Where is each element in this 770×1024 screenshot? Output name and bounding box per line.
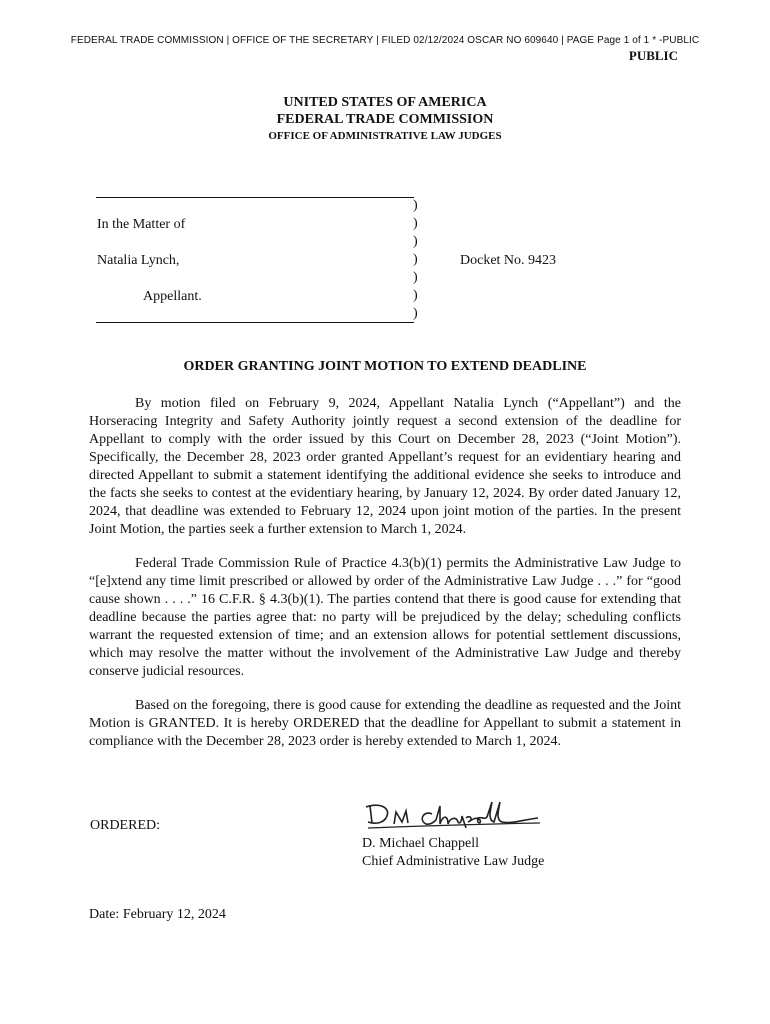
caption-paren: ) [413, 288, 418, 303]
filing-banner: FEDERAL TRADE COMMISSION | OFFICE OF THE SECRETARY | FILED 02/12/2024 OSCAR NO 609640 | PAGE Page 1 of 1 * -PUBLIC [70, 35, 700, 46]
body-paragraph-3: Based on the foregoing, there is good cause for extending the deadline as requested and the Joint Motion is GRANTED. It is hereby ORDERED that the deadline for Appellant to submit a statement in compliance with the December 28, 2023 order is hereby extended to March 1, 2024. [89, 698, 681, 749]
docket-number: Docket No. 9423 [460, 253, 557, 268]
header-agency: FEDERAL TRADE COMMISSION [276, 112, 494, 127]
public-mark: PUBLIC [628, 48, 678, 63]
header-country: UNITED STATES OF AMERICA [283, 95, 487, 110]
signer-name: D. Michael Chappell [362, 836, 480, 851]
caption-paren: ) [413, 252, 418, 267]
caption-bottom-rule [96, 322, 414, 323]
order-date: Date: February 12, 2024 [89, 907, 226, 922]
caption-paren: ) [413, 306, 418, 321]
body-paragraph-1: By motion filed on February 9, 2024, Appellant Natalia Lynch (“Appellant”) and the Horseracing Integrity and Safety Authority jointly request a second extension of the deadline for Appellant to comply with the order issued by this Court on December 28, 2023 (“Joint Motion”). Specifically, the December 28, 2023 order granted Appellant’s request for an evidentiary hearing and directed Appellant to submit a statement identifying the additional evidence she seeks to introduce and the facts she seeks to contest at the evidentiary hearing, by January 12, 2024. By order dated January 12, 2024, that deadline was extended to February 12, 2024 upon joint motion of the parties. In the present Joint Motion, the parties seek a further extension to March 1, 2024. [89, 396, 681, 537]
caption-in-the-matter: In the Matter of [97, 217, 186, 232]
body-paragraph-2: Federal Trade Commission Rule of Practice 4.3(b)(1) permits the Administrative Law Judge to “[e]xtend any time limit prescribed or allowed by order of the Administrative Law Judge . . .” for “good cause shown . . . .” 16 C.F.R. § 4.3(b)(1). The parties contend that there is good cause for extending that deadline because the parties agree that: no party will be prejudiced by the delay; scheduling conflicts warrant the requested extension of time; and an extension allows for potential settlement discussions, which may resolve the matter without the involvement of the Administrative Law Judge and thereby conserve judicial resources. [89, 556, 681, 679]
caption-top-rule [96, 197, 414, 198]
caption-party-name: Natalia Lynch, [97, 253, 180, 268]
order-title: ORDER GRANTING JOINT MOTION TO EXTEND DEADLINE [183, 359, 587, 374]
ordered-label: ORDERED: [90, 818, 160, 833]
caption-party-role: Appellant. [143, 289, 202, 304]
signer-title: Chief Administrative Law Judge [362, 854, 545, 869]
caption-paren: ) [413, 234, 418, 249]
caption-paren: ) [413, 270, 418, 285]
signature [362, 798, 542, 834]
caption-paren: ) [413, 198, 418, 213]
caption-paren: ) [413, 216, 418, 231]
header-office: OFFICE OF ADMINISTRATIVE LAW JUDGES [268, 130, 502, 142]
